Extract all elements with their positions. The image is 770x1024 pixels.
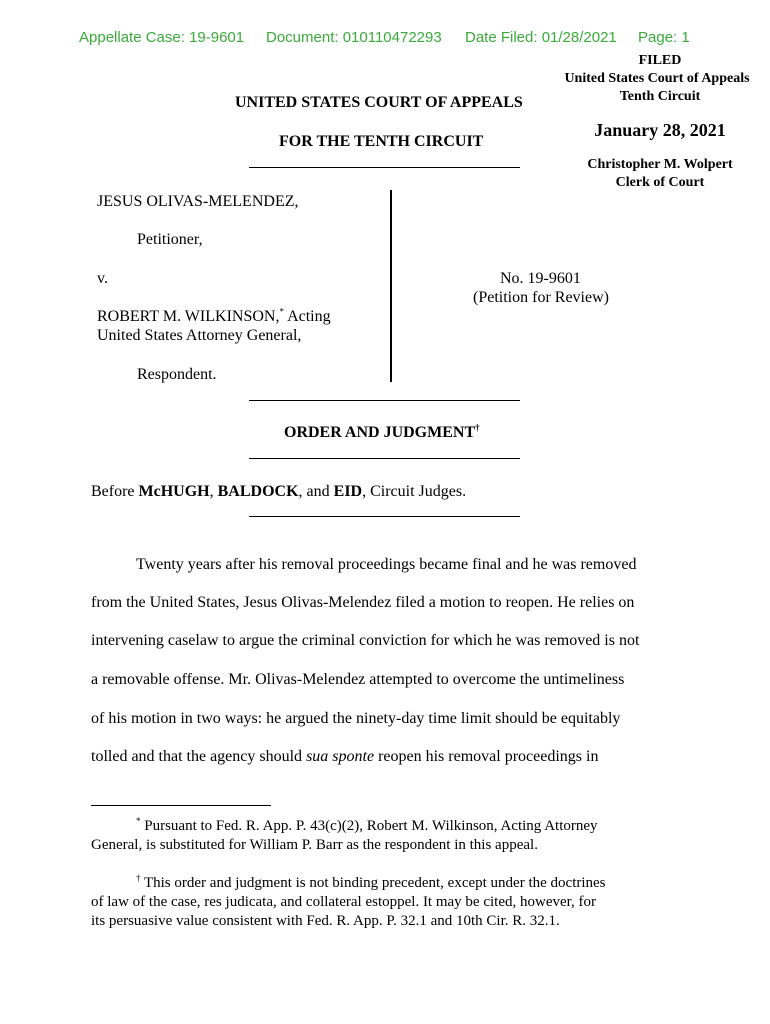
footnote-separator <box>91 805 271 806</box>
respondent-name: ROBERT M. WILKINSON, <box>97 308 280 325</box>
footnote-2-line: of law of the case, res judicata, and collateral estoppel. It may be cited, however, for <box>91 894 597 910</box>
judge-eid: EID <box>333 483 363 500</box>
clerk-name: Christopher M. Wolpert <box>587 157 733 172</box>
footnote-ref-star: * <box>279 306 284 317</box>
panel-line <box>91 483 466 501</box>
filed-court: United States Court of Appeals <box>564 71 750 86</box>
respondent-name-line <box>97 308 331 326</box>
body-line: from the United States, Jesus Olivas-Melendez filed a motion to reopen. He relies on <box>91 594 635 611</box>
footnote-2-mark: † <box>136 873 141 883</box>
case-type: (Petition for Review) <box>473 289 609 306</box>
versus-label: v. <box>97 270 108 287</box>
panel-before: Before <box>91 483 139 500</box>
case-number: No. 19-9601 <box>500 270 581 287</box>
divider-rule <box>249 458 520 459</box>
body-line <box>91 748 598 766</box>
panel-sep: , <box>209 483 218 500</box>
footnote-2-text: This order and judgment is not binding precedent, except under the doctrines <box>140 875 606 891</box>
body-line: a removable offense. Mr. Olivas-Melendez attempted to overcome the untimeliness <box>91 671 625 688</box>
case-number-stamp: Appellate Case: 19-9601 <box>79 29 245 46</box>
judge-mchugh: McHUGH <box>138 483 210 500</box>
footnote-2-line: its persuasive value consistent with Fed. R. App. P. 32.1 and 10th Cir. R. 32.1. <box>91 913 560 929</box>
body-italic-phrase: sua sponte <box>306 748 375 765</box>
filed-circuit: Tenth Circuit <box>619 89 701 104</box>
footnote-1-line: General, is substituted for William P. Barr as the respondent in this appeal. <box>91 837 538 853</box>
document-number-stamp: Document: 010110472293 <box>266 29 442 46</box>
order-title <box>284 424 480 442</box>
court-title-line1: UNITED STATES COURT OF APPEALS <box>235 94 523 111</box>
divider-rule <box>249 400 520 401</box>
petitioner-name: JESUS OLIVAS-MELENDEZ, <box>97 193 299 210</box>
respondent-title: United States Attorney General, <box>97 327 302 344</box>
panel-sep: , and <box>298 483 334 500</box>
footnote-2-line <box>136 875 606 892</box>
filed-block <box>545 52 770 192</box>
body-line: Twenty years after his removal proceedings became final and he was removed <box>136 556 637 573</box>
body-line: intervening caselaw to argue the criminal conviction for which he was removed is not <box>91 632 640 649</box>
respondent-role: Respondent. <box>137 366 217 383</box>
date-filed-stamp: Date Filed: 01/28/2021 <box>465 29 617 46</box>
divider-rule <box>249 167 520 168</box>
judge-baldock: BALDOCK <box>217 483 299 500</box>
page-number-stamp: Page: 1 <box>638 29 690 46</box>
footnote-ref-dagger: † <box>475 422 480 433</box>
order-title-text: ORDER AND JUDGMENT <box>284 424 476 441</box>
caption-vertical-rule <box>390 190 392 382</box>
court-title-line2: FOR THE TENTH CIRCUIT <box>279 133 484 150</box>
body-text: tolled and that the agency should <box>91 748 307 765</box>
footnote-1-text: Pursuant to Fed. R. App. P. 43(c)(2), Robert M. Wilkinson, Acting Attorney <box>140 818 598 834</box>
filed-label: FILED <box>638 53 682 68</box>
body-line: of his motion in two ways: he argued the ninety-day time limit should be equitably <box>91 710 621 727</box>
footnote-1-line <box>136 818 598 835</box>
petitioner-role: Petitioner, <box>137 231 203 248</box>
panel-suffix: , Circuit Judges. <box>362 483 467 500</box>
clerk-title: Clerk of Court <box>615 175 705 190</box>
filed-date: January 28, 2021 <box>594 120 726 140</box>
respondent-acting: Acting <box>283 308 331 325</box>
body-text: reopen his removal proceedings in <box>374 748 599 765</box>
footnote-1-mark: * <box>136 816 141 826</box>
divider-rule <box>249 516 520 517</box>
